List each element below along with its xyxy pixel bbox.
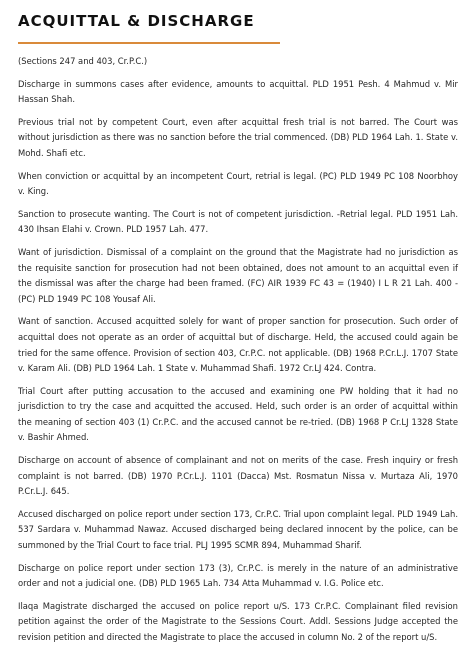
- heading-text: ACQUITTAL & DISCHARGE: [18, 12, 255, 30]
- paragraph-2: Previous trial not by competent Court, even after acquittal fresh trial is not barred. The Court was without jurisdiction as there was no sanction before the trial commenced. (DB) PLD 1964 Lah. 1. State v. Mohd. Shafi etc.: [18, 116, 458, 158]
- paragraph-10: Discharge on police report under section 173 (3), Cr.P.C. is merely in the nature of an administrative order and not a judicial one. (DB) PLD 1965 Lah. 734 Atta Muhammad v. I.G. Police etc.: [18, 562, 458, 589]
- heading-underline: [18, 42, 280, 44]
- section-heading: [18, 12, 318, 46]
- paragraph-9: Accused discharged on police report under section 173, Cr.P.C. Trial upon complaint legal. PLD 1949 Lah. 537 Sardara v. Muhammad Nawaz. Accused discharged being declared innocent by the police, can be summoned by the Trial Court to face trial. PLJ 1995 SCMR 894, Muhammad Sharif.: [18, 508, 458, 551]
- paragraph-6: Want of sanction. Accused acquitted solely for want of proper sanction for prosecution. Such order of acquittal does not operate as an order of acquittal but of discharge. Held, the accused could again be tried for the same offence. Provision of section 403, Cr.P.C. not applicable. (DB) 1968 P.Cr.L.J. 1707 State v. Karam Ali. (DB) PLD 1964 Lah. 1 State v. Muhammad Shafi. 1972 Cr.LJ 424. Contra.: [18, 316, 458, 374]
- paragraph-3: When conviction or acquittal by an incompetent Court, retrial is legal. (PC) PLD 1949 PC 108 Noorbhoy v. King.: [18, 170, 458, 197]
- paragraph-5: Want of jurisdiction. Dismissal of a complaint on the ground that the Magistrate had no jurisdiction as the requisite sanction for prosecution had not been obtained, does not amount to an acquittal even if the dismissal was after the charge had been framed. (FC) AIR 1939 FC 43 = (1940) I L R 21 Lah. 400 - (PC) PLD 1949 PC 108 Yousaf Ali.: [18, 246, 458, 304]
- paragraph-1: Discharge in summons cases after evidence, amounts to acquittal. PLD 1951 Pesh. 4 Mahmud v. Mir Hassan Shah.: [18, 78, 458, 105]
- paragraph-8: Discharge on account of absence of complainant and not on merits of the case. Fresh inquiry or fresh complaint is not barred. (DB) 1970 P.Cr.L.J. 1101 (Dacca) Mst. Rosmatun Nissa v. Murtaza Ali, 1970 P.Cr.L.J. 645.: [18, 455, 458, 497]
- paragraph-sections: (Sections 247 and 403, Cr.P.C.): [18, 56, 148, 66]
- document-body: [18, 54, 458, 653]
- paragraph-4: Sanction to prosecute wanting. The Court is not of competent jurisdiction. -Retrial legal. PLD 1951 Lah. 430 Ihsan Elahi v. Crown. PLD 1957 Lah. 477.: [18, 208, 458, 235]
- paragraph-11: Ilaqa Magistrate discharged the accused on police report u/S. 173 Cr.P.C. Complainant filed revision petition against the order of the Magistrate to the Sessions Court. Addl. Sessions Judge accepted the revision petition and directed the Magistrate to place the accused in column No. 2 of the report u/S.: [18, 600, 458, 642]
- paragraph-7: Trial Court after putting accusation to the accused and examining one PW holding that it had no jurisdiction to try the case and acquitted the accused. Held, such order is an order of acquittal within the meaning of section 403 (1) Cr.P.C. and the accused cannot be re-tried. (DB) 1968 P Cr.LJ 1328 State v. Bashir Ahmed.: [18, 385, 458, 443]
